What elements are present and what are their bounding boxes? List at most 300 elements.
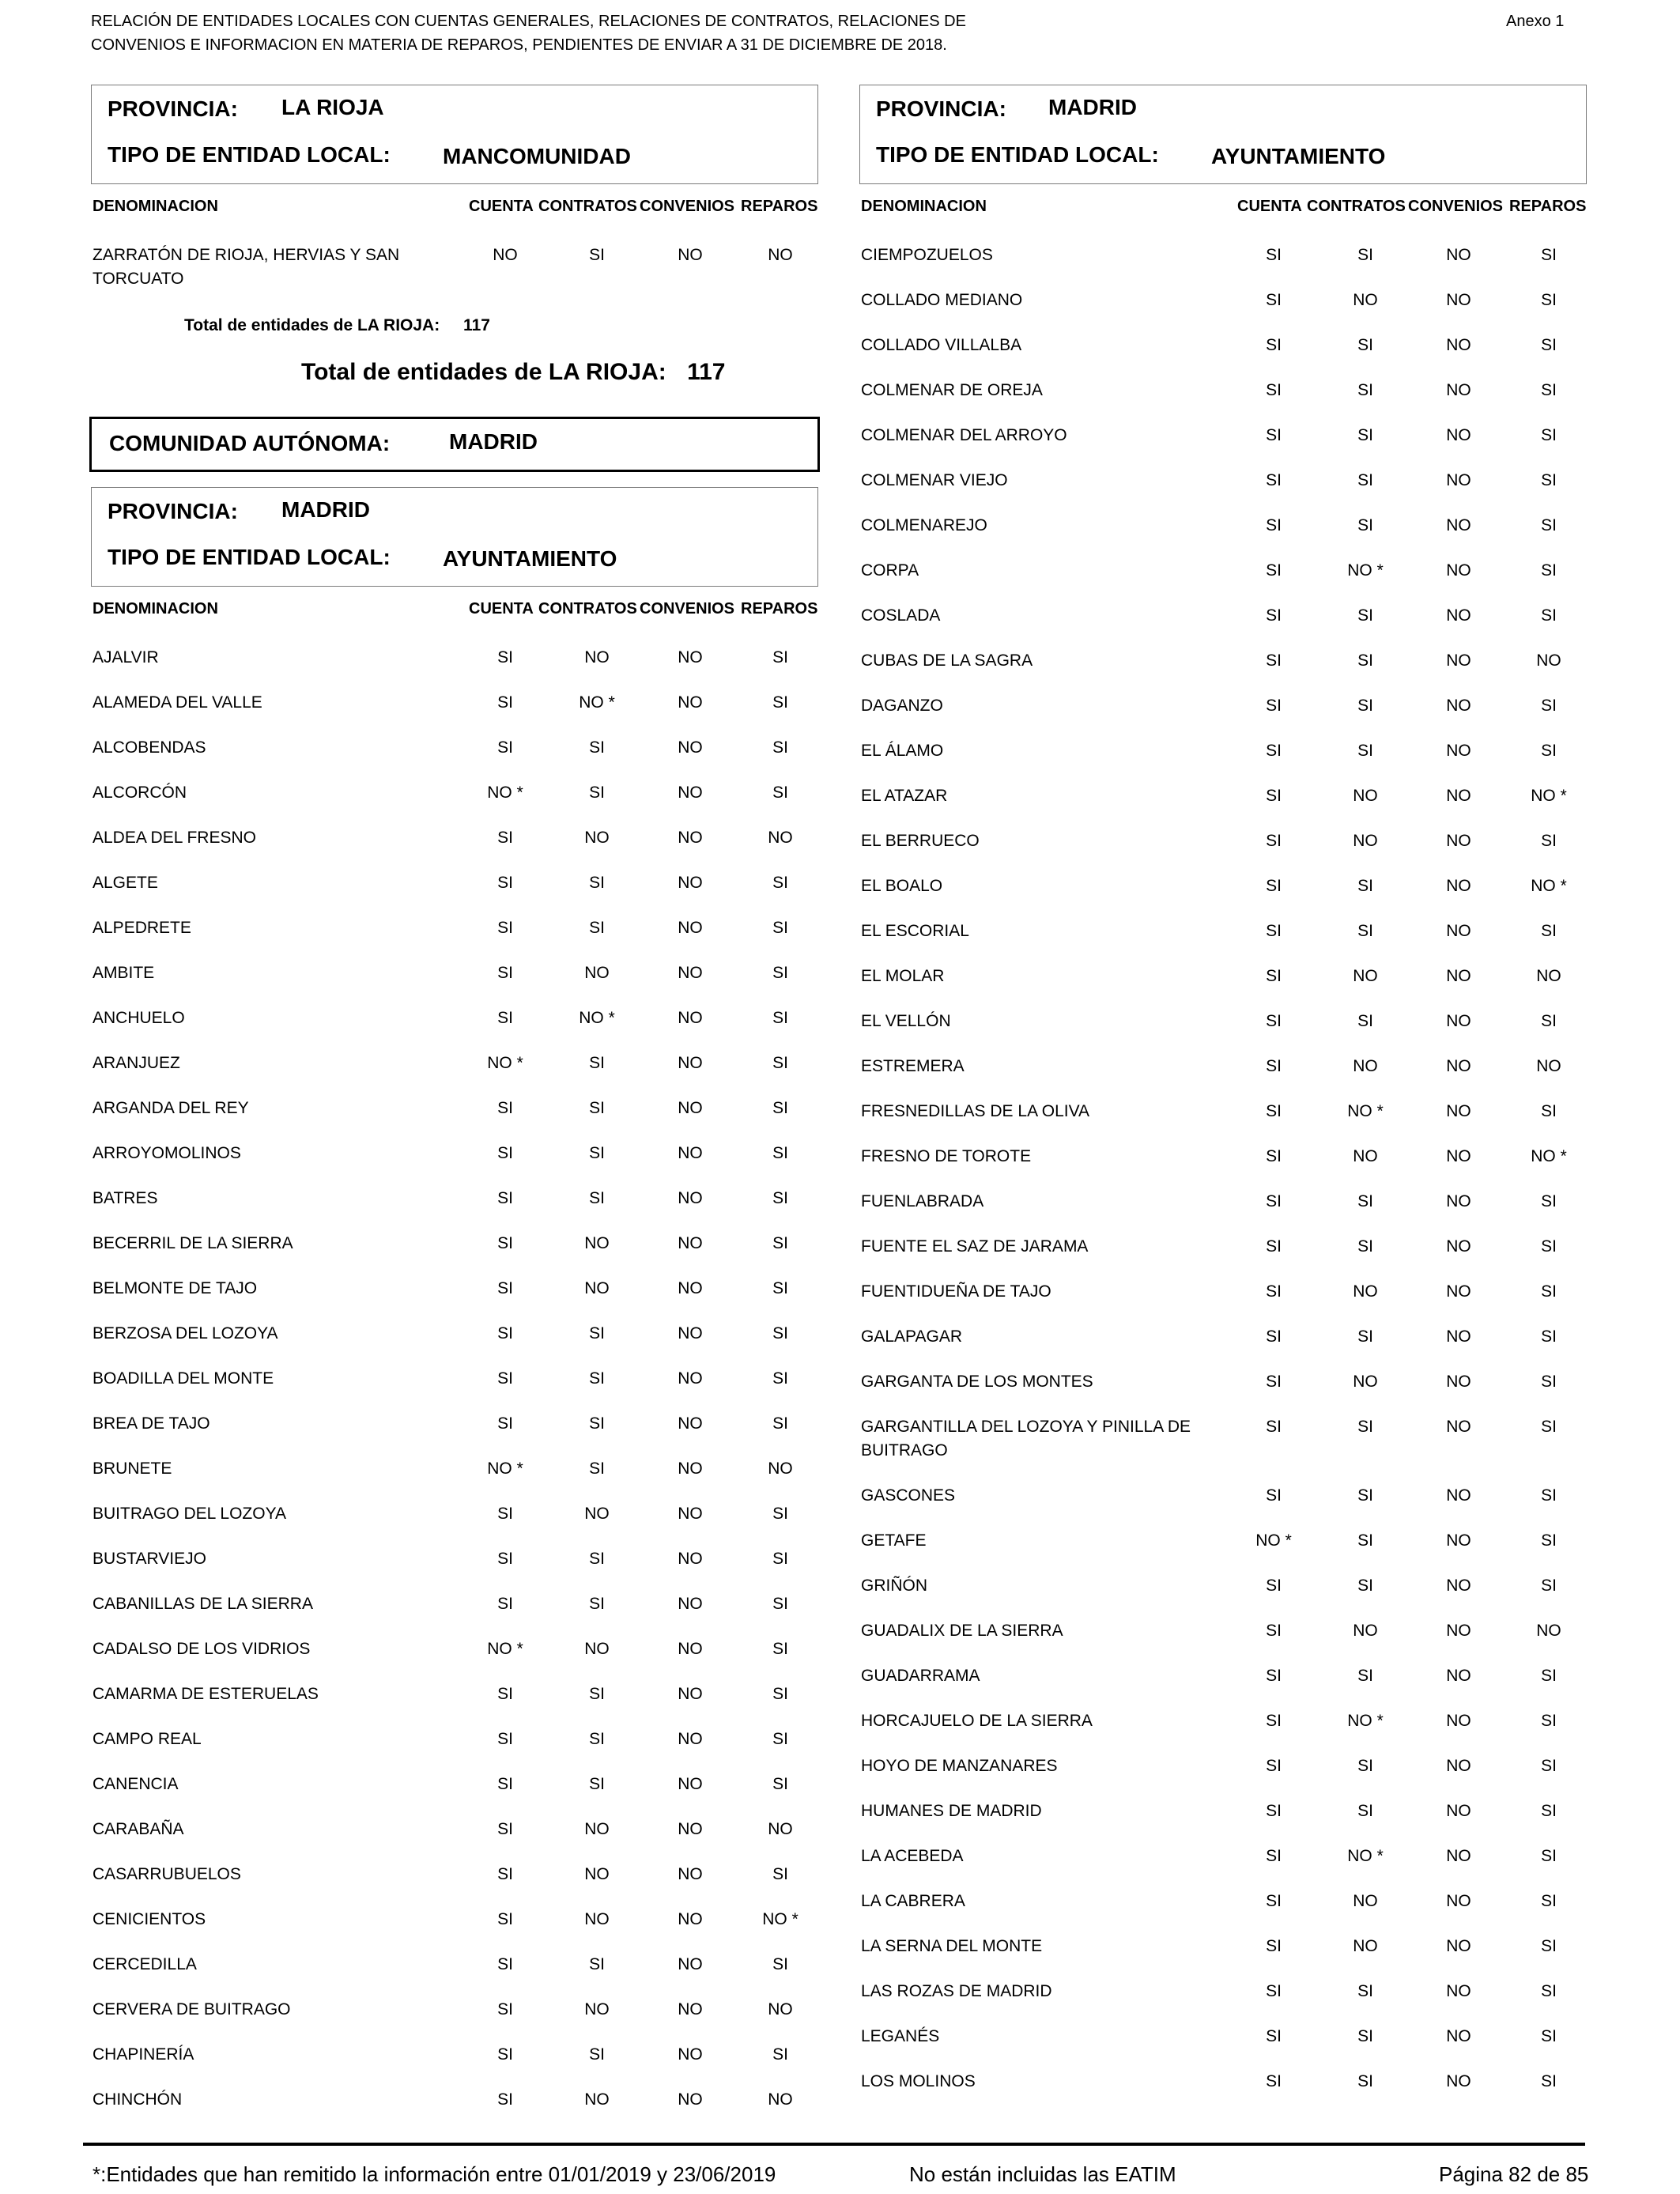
convenios-cell: NO [1446,877,1471,895]
reparos-cell: NO [768,246,793,264]
convenios-cell: NO [1446,1712,1471,1730]
rioja-total-big [301,359,725,386]
entity-name-line: CABANILLAS DE LA SIERRA [92,1595,313,1613]
entity-name-line: BRUNETE [92,1460,172,1478]
table-row [92,244,820,289]
convenios-cell: NO [678,1910,703,1928]
cuenta-cell: SI [1266,1847,1282,1865]
reparos-cell: SI [772,738,788,757]
table-row [92,1052,820,1097]
madrid-left-header-box [91,487,818,587]
reparos-cell: SI [1541,1192,1557,1210]
table-row [92,871,820,916]
convenios-cell: NO [1446,1192,1471,1210]
contratos-cell: SI [1357,1012,1373,1030]
convenios-cell: NO [1446,471,1471,489]
table-row [92,1367,820,1412]
entity-name [861,604,940,628]
col-denominacion: DENOMINACION [92,198,218,215]
table-row [861,1190,1588,1235]
entity-name [861,1280,1051,1304]
contratos-cell: NO [1353,1282,1378,1301]
entity-name-line: CIEMPOZUELOS [861,246,993,264]
reparos-cell: SI [1541,1102,1557,1120]
entity-name [861,1235,1088,1259]
cuenta-cell: NO [493,246,518,264]
convenios-cell: NO [1446,561,1471,580]
entity-name-line: GETAFE [861,1531,927,1550]
cuenta-cell: SI [497,1369,513,1388]
entity-name-line: BUITRAGO [861,1441,948,1460]
reparos-cell: SI [772,874,788,892]
entity-name [92,1232,293,1256]
reparos-cell: NO [768,829,793,847]
contratos-cell: NO [584,1820,610,1838]
contratos-cell: SI [1357,651,1373,670]
entity-name [861,784,947,808]
contratos-cell: NO * [1347,1102,1384,1120]
table-row [861,1280,1588,1325]
reparos-cell: NO [768,2090,793,2109]
table-row [861,1799,1588,1845]
convenios-cell: NO [1446,1327,1471,1346]
convenios-cell: NO [678,1414,703,1433]
reparos-cell: SI [1541,1237,1557,1256]
cuenta-cell: SI [1266,1712,1282,1730]
entity-name [861,1484,955,1508]
col-denominacion: DENOMINACION [92,600,218,617]
contratos-cell: NO [584,1234,610,1252]
entity-name-line: LAS ROZAS DE MADRID [861,1982,1052,2000]
table-row [861,469,1588,514]
entity-name-line: ALCOBENDAS [92,738,206,757]
convenios-cell: NO [678,964,703,982]
convenios-cell: NO [1446,426,1471,444]
table-row [861,1325,1588,1370]
reparos-cell: SI [772,1144,788,1162]
reparos-cell: SI [772,1595,788,1613]
entity-name-line: LA CABRERA [861,1892,965,1910]
reparos-cell: SI [1541,1327,1557,1346]
entity-name-line: ALGETE [92,874,158,892]
contratos-cell: SI [589,1730,605,1748]
contratos-cell: NO * [1347,1712,1384,1730]
convenios-cell: NO [678,1775,703,1793]
contratos-cell: NO [584,1640,610,1658]
entity-name-line: ALCORCÓN [92,784,187,802]
table-row [861,1619,1588,1664]
cuenta-cell: NO * [487,1460,523,1478]
provincia-label: PROVINCIA: [108,499,238,523]
convenios-cell: NO [678,2000,703,2018]
cuenta-cell: SI [1266,1892,1282,1910]
convenios-cell: NO [1446,1937,1471,1955]
convenios-cell: NO [678,1865,703,1883]
reparos-cell: SI [1541,1373,1557,1391]
contratos-cell: SI [589,1324,605,1342]
entity-name-line: CUBAS DE LA SAGRA [861,651,1033,670]
convenios-cell: NO [678,1099,703,1117]
reparos-cell: SI [1541,516,1557,534]
entity-name [861,1415,1191,1463]
provincia-value: MADRID [281,497,370,522]
contratos-cell: NO [584,1910,610,1928]
table-row [861,424,1588,469]
contratos-cell: SI [1357,1192,1373,1210]
entity-name [92,1773,179,1796]
table-row [861,604,1588,649]
reparos-cell: SI [1541,922,1557,940]
table-row [92,1187,820,1232]
table-row [861,2070,1588,2115]
table-row [92,1277,820,1322]
entity-name [92,871,158,895]
entity-name-line: CAMARMA DE ESTERUELAS [92,1685,319,1703]
contratos-cell: NO * [579,1009,615,1027]
reparos-cell: NO [768,1820,793,1838]
entity-name-line: ARANJUEZ [92,1054,180,1072]
cuenta-cell: SI [497,2090,513,2109]
entity-name [92,2043,194,2067]
contratos-cell: NO * [1347,561,1384,580]
entity-name-line: CHINCHÓN [92,2090,183,2109]
contratos-cell: SI [589,1685,605,1703]
convenios-cell: NO [678,2045,703,2064]
entity-name [861,1935,1042,1958]
reparos-cell: SI [772,693,788,712]
cuenta-cell: SI [1266,1327,1282,1346]
cuenta-cell: SI [1266,1192,1282,1210]
reparos-cell: SI [1541,1577,1557,1595]
table-row [861,1415,1588,1460]
contratos-cell: SI [1357,1418,1373,1436]
reparos-cell: SI [1541,1712,1557,1730]
contratos-cell: SI [589,1775,605,1793]
col-convenios: CONVENIOS [640,600,735,617]
entity-name [92,1502,286,1526]
reparos-cell: SI [772,1505,788,1523]
entity-name-line: COLMENAR DE OREJA [861,381,1043,399]
cuenta-cell: SI [497,2045,513,2064]
cuenta-cell: SI [1266,426,1282,444]
entity-name-line: AJALVIR [92,648,159,667]
convenios-cell: NO [1446,1667,1471,1685]
entity-name-line: GASCONES [861,1486,956,1505]
reparos-cell: SI [772,1369,788,1388]
convenios-cell: NO [678,919,703,937]
table-row [92,1322,820,1367]
convenios-cell: NO [1446,832,1471,850]
entity-name-line: COLMENAR VIEJO [861,471,1008,489]
reparos-cell: SI [1541,1418,1557,1436]
contratos-cell: SI [1357,1237,1373,1256]
entity-name [92,736,206,760]
convenios-cell: NO [1446,1102,1471,1120]
convenios-cell: NO [1446,787,1471,805]
cuenta-cell: SI [497,1955,513,1973]
convenios-cell: NO [1446,1418,1471,1436]
entity-name [92,1367,274,1391]
entity-name [861,1709,1093,1733]
entity-name [92,1142,241,1165]
convenios-cell: NO [678,1595,703,1613]
entity-name [92,1052,180,1075]
entity-name-line: GARGANTA DE LOS MONTES [861,1373,1093,1391]
table-row [92,1592,820,1637]
reparos-cell: SI [772,1099,788,1117]
entity-name-line: LOS MOLINOS [861,2072,976,2090]
cuenta-cell: SI [497,829,513,847]
convenios-cell: NO [678,829,703,847]
comunidad-label: COMUNIDAD AUTÓNOMA: [109,431,391,455]
tipo-label: TIPO DE ENTIDAD LOCAL: [108,142,391,167]
convenios-cell: NO [678,693,703,712]
convenios-cell: NO [678,874,703,892]
reparos-cell: SI [772,919,788,937]
convenios-cell: NO [1446,1757,1471,1775]
entity-name-line: COLLADO MEDIANO [861,291,1023,309]
table-row [861,829,1588,874]
entity-name [861,1574,927,1598]
contratos-cell: SI [589,2045,605,2064]
cuenta-cell: SI [1266,1802,1282,1820]
entity-name [92,1953,197,1977]
entity-name-line: BELMONTE DE TAJO [92,1279,258,1297]
contratos-cell: SI [1357,1802,1373,1820]
contratos-cell: SI [1357,697,1373,715]
entity-name [92,1006,185,1030]
cuenta-cell: SI [1266,877,1282,895]
convenios-cell: NO [678,1685,703,1703]
convenios-cell: NO [678,1144,703,1162]
convenios-cell: NO [1446,2027,1471,2045]
entity-name [861,874,942,898]
convenios-cell: NO [1446,1847,1471,1865]
reparos-cell: SI [1541,1982,1557,2000]
annex-label: Anexo 1 [1506,13,1565,30]
entity-name [861,1845,964,1868]
convenios-cell: NO [678,1054,703,1072]
convenios-cell: NO [678,1640,703,1658]
reparos-cell: NO [768,1460,793,1478]
contratos-cell: SI [589,1054,605,1072]
footer-divider [83,2143,1585,2146]
provincia-value: MADRID [1048,95,1137,119]
madrid-right-header-box [859,85,1587,184]
contratos-cell: SI [1357,246,1373,264]
contratos-cell: SI [1357,426,1373,444]
entity-name [861,1664,980,1688]
entity-name [92,1457,172,1481]
entity-name [861,2070,976,2094]
cuenta-cell: SI [497,1009,513,1027]
reparos-cell: NO * [1531,787,1567,805]
convenios-cell: NO [1446,922,1471,940]
contratos-cell: NO [584,2090,610,2109]
entity-name-line: CAMPO REAL [92,1730,202,1748]
reparos-cell: SI [1541,471,1557,489]
cuenta-cell: SI [1266,1102,1282,1120]
entity-name [92,1682,319,1706]
entity-name-line: HUMANES DE MADRID [861,1802,1042,1820]
entity-name [861,1799,1042,1823]
reparos-cell: SI [772,1234,788,1252]
table-row [92,961,820,1006]
cuenta-cell: SI [1266,561,1282,580]
reparos-cell: SI [1541,832,1557,850]
cuenta-cell: SI [1266,1012,1282,1030]
cuenta-cell: SI [1266,787,1282,805]
entity-name [861,1529,926,1553]
contratos-cell: SI [1357,1982,1373,2000]
entity-name [861,559,919,583]
contratos-cell: SI [1357,471,1373,489]
table-row [861,649,1588,694]
entity-name [92,1728,202,1751]
table-row [92,1006,820,1052]
table-row [92,781,820,826]
contratos-cell: SI [1357,1577,1373,1595]
contratos-cell: SI [589,1144,605,1162]
entity-name-line: FRESNO DE TOROTE [861,1147,1032,1165]
reparos-cell: SI [772,1865,788,1883]
table-row [861,1664,1588,1709]
convenios-cell: NO [1446,2072,1471,2090]
convenios-cell: NO [678,1550,703,1568]
reparos-cell: SI [772,1414,788,1433]
entity-name-line: GARGANTILLA DEL LOZOYA Y PINILLA DE [861,1418,1191,1436]
table-row [92,1953,820,1998]
reparos-cell: SI [1541,246,1557,264]
cuenta-cell: NO * [487,1640,523,1658]
cuenta-cell: SI [497,1324,513,1342]
contratos-cell: SI [1357,742,1373,760]
entity-name [92,1097,249,1120]
provincia-value: LA RIOJA [281,95,384,119]
entity-name-line: LA ACEBEDA [861,1847,964,1865]
contratos-cell: NO [1353,1937,1378,1955]
contratos-cell: NO [584,1279,610,1297]
col-cuenta: CUENTA [1237,198,1302,215]
entity-name-line: BOADILLA DEL MONTE [92,1369,274,1388]
reparos-cell: SI [1541,606,1557,625]
tipo-value: AYUNTAMIENTO [1211,144,1386,168]
entity-name-line: BREA DE TAJO [92,1414,210,1433]
entity-name-line: EL ATAZAR [861,787,948,805]
entity-name [92,1863,241,1886]
entity-name-line: TORCUATO [92,270,184,288]
contratos-cell: SI [589,1460,605,1478]
contratos-cell: SI [589,246,605,264]
entity-name-line: CHAPINERÍA [92,2045,194,2064]
entity-name [861,1190,983,1214]
convenios-cell: NO [678,1505,703,1523]
convenios-cell: NO [678,2090,703,2109]
entity-name [861,469,1008,493]
tipo-value: AYUNTAMIENTO [443,546,617,571]
entity-name [861,920,969,943]
entity-name-line: CORPA [861,561,919,580]
cuenta-cell: NO * [487,1054,523,1072]
convenios-cell: NO [678,1460,703,1478]
reparos-cell: SI [772,1279,788,1297]
entity-name [861,739,943,763]
col-contratos: CONTRATOS [538,600,637,617]
entity-name-line: BERZOSA DEL LOZOYA [92,1324,278,1342]
table-row [92,1818,820,1863]
col-reparos: REPAROS [741,198,818,215]
contratos-cell: SI [1357,922,1373,940]
entity-name [92,1322,278,1346]
reparos-cell: SI [772,2045,788,2064]
convenios-cell: NO [1446,381,1471,399]
contratos-cell: SI [1357,606,1373,625]
entity-name [861,334,1021,357]
entity-name [861,424,1067,447]
cuenta-cell: SI [1266,1486,1282,1505]
entity-name [92,1187,157,1210]
entity-name-line: ARGANDA DEL REY [92,1099,249,1117]
table-row [92,1908,820,1953]
table-row [861,920,1588,965]
provincia-label: PROVINCIA: [876,96,1006,121]
table-row [92,2043,820,2088]
table-row [92,1502,820,1547]
cuenta-cell: SI [1266,291,1282,309]
entity-name [92,1547,206,1571]
reparos-cell: SI [772,1189,788,1207]
reparos-cell: SI [772,1730,788,1748]
cuenta-cell: NO * [487,784,523,802]
convenios-cell: NO [678,738,703,757]
col-cuenta: CUENTA [469,198,534,215]
convenios-cell: NO [678,1279,703,1297]
entity-name [92,1637,310,1661]
convenios-cell: NO [678,1234,703,1252]
entity-name-line: FUENLABRADA [861,1192,984,1210]
cuenta-cell: SI [497,1730,513,1748]
contratos-cell: SI [1357,1531,1373,1550]
reparos-cell: NO [1536,1057,1561,1075]
reparos-cell: SI [1541,291,1557,309]
entity-name [92,781,187,805]
comunidad-box [89,417,820,472]
table-row [92,2088,820,2133]
cuenta-cell: SI [1266,381,1282,399]
entity-name-line: GUADARRAMA [861,1667,980,1685]
convenios-cell: NO [1446,1982,1471,2000]
entity-name [861,1325,962,1349]
reparos-cell: SI [1541,2027,1557,2045]
reparos-cell: SI [772,1640,788,1658]
col-contratos: CONTRATOS [538,198,637,215]
contratos-cell: NO [584,1505,610,1523]
reparos-cell: SI [1541,1802,1557,1820]
contratos-cell: SI [589,1414,605,1433]
contratos-cell: SI [589,1550,605,1568]
reparos-cell: SI [772,784,788,802]
table-row [861,1484,1588,1529]
convenios-cell: NO [1446,516,1471,534]
entity-name [92,961,154,985]
reparos-cell: SI [1541,1892,1557,1910]
cuenta-cell: SI [1266,1667,1282,1685]
convenios-cell: NO [678,1955,703,1973]
cuenta-cell: SI [497,1234,513,1252]
contratos-cell: SI [1357,381,1373,399]
entity-name [861,1619,1063,1643]
convenios-cell: NO [1446,1282,1471,1301]
